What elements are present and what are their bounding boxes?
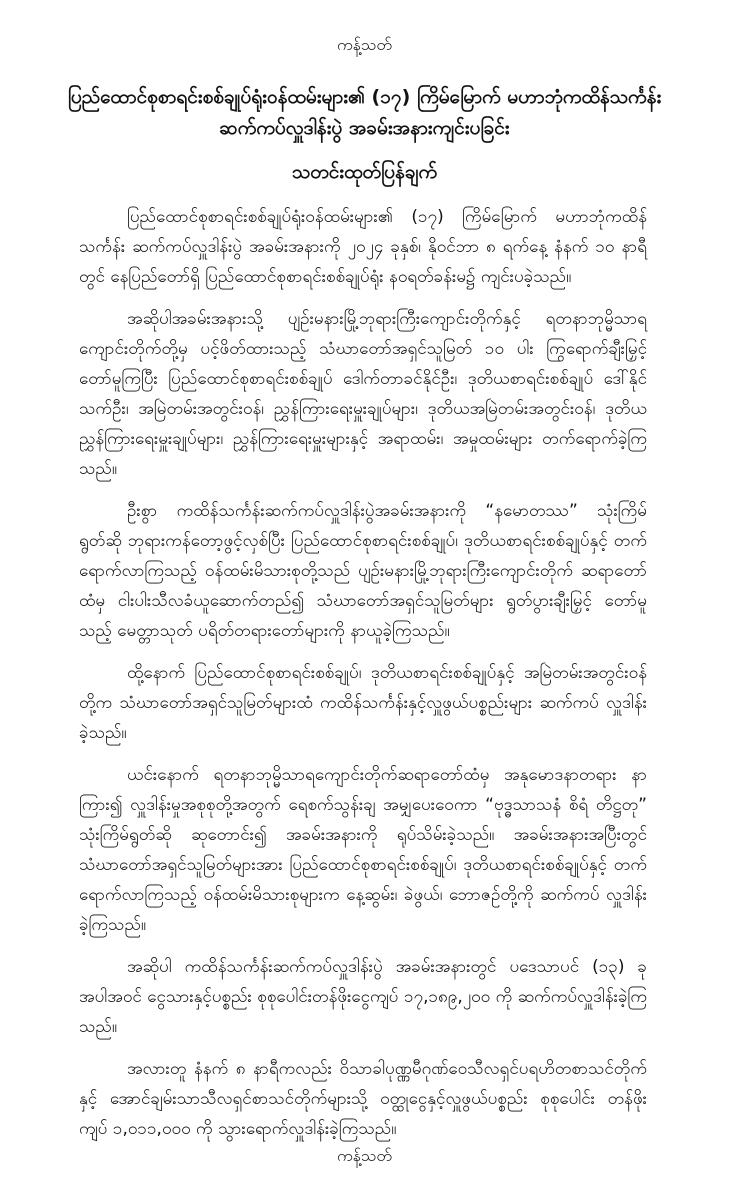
document-subtitle: သတင်းထုတ်ပြန်ချက်	[291, 161, 438, 183]
title-line-1: ပြည်ထောင်စုစာရင်းစစ်ချုပ်ရုံးဝန်ထမ်းများ၏ (၁၇) ကြိမ်မြောက် မဟာဘုံကထိန်သင်္ကန်း	[67, 86, 662, 108]
document-body	[79, 202, 647, 1144]
document-title	[58, 82, 671, 144]
classification-header: ကန့်သတ်	[337, 35, 392, 54]
paragraph-6: အဆိုပါ ကထိန်သင်္ကန်းဆက်ကပ်လှူဒါန်းပွဲ အခမ်းအနားတွင် ပဒေသာပင် (၁၃) ခု အပါအဝင် ငွေသားနှင့်ပစ္စည်း စုစုပေါင်းတန်ဖိုးငွေကျပ် ၁၇,၁၈၉,၂၀၀ ကို ဆက်ကပ်လှူဒါန်းခဲ့ကြ သည်။	[79, 957, 647, 1037]
paragraph-5: ယင်းနောက် ရတနာဘုမ္မိသာရကျောင်းတိုက်ဆရာတော်ထံမှ အနုမောဒနာတရား နာကြား၍ လှူဒါန်းမှုအစုစုတို့အတွက် ရေစက်သွန်းချ အမျှပေးဝေကာ “ဗုဒ္ဓသာသနံ စိရံ တိဋ္ဌတု” သုံးကြိမ်ရွတ်ဆို ဆုတောင်း၍ အခမ်းအနားကို ရုပ်သိမ်းခဲ့သည်။ အခမ်းအနားအပြီးတွင် သံဃာတော်အရှင်သူမြတ်များအား ပြည်ထောင်စုစာရင်းစစ်ချုပ်၊ ဒုတိယစာရင်းစစ်ချုပ်နှင့် တက်ရောက်လာကြသည့် ဝန်ထမ်းမိသားစုများက နေ့ဆွမ်း၊ ခဲဖွယ်၊ ဘောဇဉ်တို့ကို ဆက်ကပ် လှူဒါန်းခဲ့ကြသည်။	[79, 765, 647, 935]
title-line-2: ဆက်ကပ်လှူဒါန်းပွဲ အခမ်းအနားကျင်းပခြင်း	[219, 117, 510, 139]
paragraph-1: ပြည်ထောင်စုစာရင်းစစ်ချုပ်ရုံးဝန်ထမ်းများ၏ (၁၇) ကြိမ်မြောက် မဟာဘုံကထိန်သင်္ကန်း ဆက်ကပ်လှူဒါန်းပွဲ အခမ်းအနားကို ၂၀၂၄ ခုနှစ်၊ နိုဝင်ဘာ ၈ ရက်နေ့ နံနက် ၁၀ နာရီတွင် နေပြည်တော်ရှိ ပြည်ထောင်စုစာရင်းစစ်ချုပ်ရုံး နဝရတ်ခန်းမ၌ ကျင်းပခဲ့သည်။	[79, 207, 647, 287]
classification-footer: ကန့်သတ်	[337, 1146, 392, 1165]
paragraph-3: ဦးစွာ ကထိန်သင်္ကန်းဆက်ကပ်လှူဒါန်းပွဲအခမ်းအနားကို “နမောတဿ” သုံးကြိမ် ရွတ်ဆို ဘုရားကန်တော့ဖွင့်လှစ်ပြီး ပြည်ထောင်စုစာရင်းစစ်ချုပ်၊ ဒုတိယစာရင်းစစ်ချုပ်နှင့် တက်ရောက်လာကြသည့် ဝန်ထမ်းမိသားစုတို့သည် ပျဉ်းမနားမြို့ဘုရားကြီးကျောင်းတိုက် ဆရာတော်ထံမှ ငါးပါးသီလခံယူဆောက်တည်၍ သံဃာတော်အရှင်သူမြတ်များ ရွတ်ပွားချီးမြှင့် တော်မူသည့် မေတ္တာသုတ် ပရိတ်တရားတော်များကို နာယူခဲ့ကြသည်။	[79, 501, 647, 641]
paragraph-2: အဆိုပါအခမ်းအနားသို့ ပျဉ်းမနားမြို့ဘုရားကြီးကျောင်းတိုက်နှင့် ရတနာဘုမ္မိသာရ ကျောင်းတိုက်တို့မှ ပင့်ဖိတ်ထားသည့် သံဃာတော်အရှင်သူမြတ် ၁၀ ပါး ကြွရောက်ချီးမြှင့် တော်မူကြပြီး ပြည်ထောင်စုစာရင်းစစ်ချုပ် ဒေါက်တာခင်နိုင်ဦး၊ ဒုတိယစာရင်းစစ်ချုပ် ဒေါ်နိုင်သက်ဦး၊ အမြဲတမ်းအတွင်းဝန်၊ ညွှန်ကြားရေးမှူးချုပ်များ၊ ဒုတိယအမြဲတမ်းအတွင်းဝန်၊ ဒုတိယညွှန်ကြားရေးမှူးချုပ်များ၊ ညွှန်ကြားရေးမှူးများနှင့် အရာထမ်း၊ အမှုထမ်းများ တက်ရောက်ခဲ့ကြသည်။	[79, 309, 647, 479]
paragraph-4: ထို့နောက် ပြည်ထောင်စုစာရင်းစစ်ချုပ်၊ ဒုတိယစာရင်းစစ်ချုပ်နှင့် အမြဲတမ်းအတွင်းဝန် တို့က သံဃာတော်အရှင်သူမြတ်များထံ ကထိန်သင်္ကန်းနှင့်လှူဖွယ်ပစ္စည်းများ ဆက်ကပ် လှူဒါန်းခဲ့သည်။	[79, 663, 647, 743]
paragraph-7: အလားတူ နံနက် ၈ နာရီကလည်း ဝိသာခါပုဏ္ဏမီဂုဏ်ဝေသီလရှင်ပရဟိတစာသင်တိုက် နှင့် အောင်ချမ်းသာသီလရှင်စာသင်တိုက်များသို့ ဝတ္ထုငွေနှင့်လှူဖွယ်ပစ္စည်း စုစုပေါင်း တန်ဖိုး ကျပ် ၁,၀၁၁,၀၀၀ ကို သွားရောက်လှူဒါန်းခဲ့ကြသည်။	[79, 1059, 647, 1139]
